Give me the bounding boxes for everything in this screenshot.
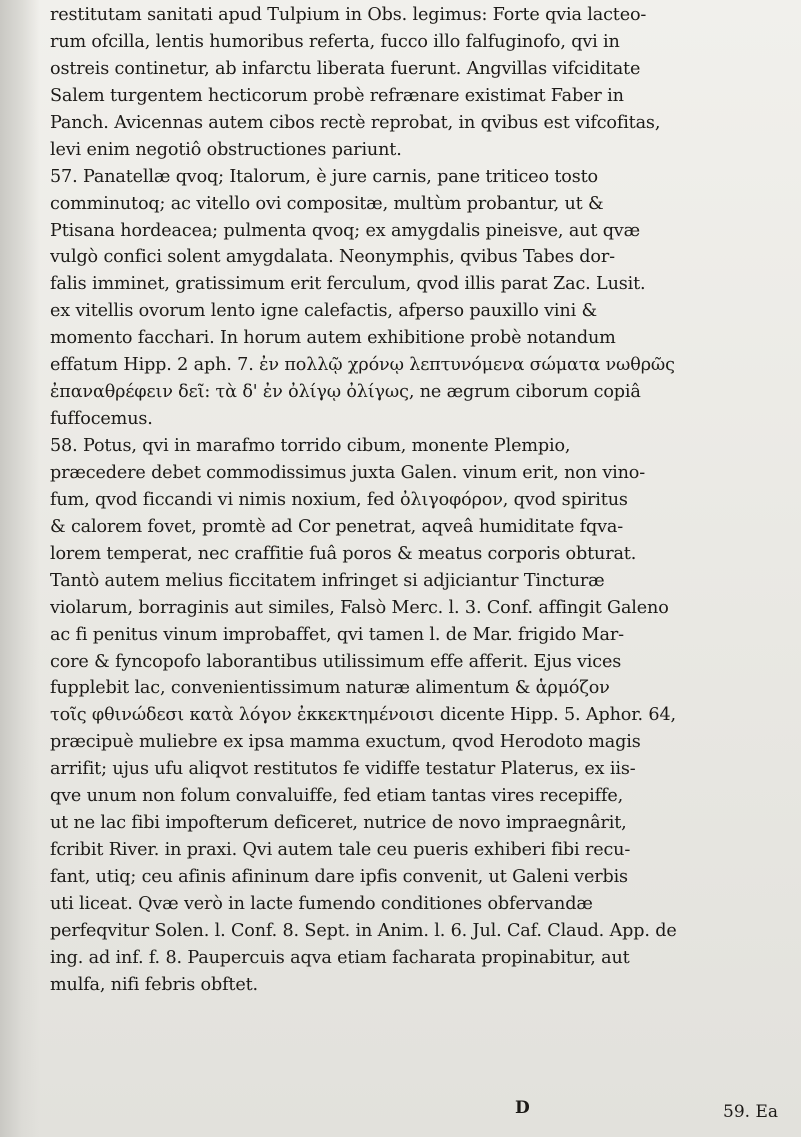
text-line: ac fi penitus vinum improbaffet, qvi tamen l. de Mar. frigido Mar-	[50, 624, 624, 645]
text-line: vulgò confici solent amygdalata. Neonymphis, qvibus Tabes dor-	[50, 247, 615, 268]
text-line: ing. ad inf. f. 8. Paupercuis aqva etiam facharata propinabitur, aut	[50, 947, 630, 968]
text-line: ostreis continetur, ab infarctu liberata fuerunt. Angvillas vifciditate	[50, 58, 641, 79]
text-line: momento facchari. In horum autem exhibitione probè notandum	[50, 328, 616, 349]
text-line: fant, utiq; ceu afinis afininum dare ipfis convenit, ut Galeni verbis	[50, 867, 628, 887]
text-line: Salem turgentem hecticorum probè refrænare existimat Faber in	[50, 85, 624, 106]
text-line: præcipuè muliebre ex ipsa mamma exuctum, qvod Herodoto magis	[50, 732, 641, 753]
text-line: uti liceat. Qvæ verò in lacte fumendo conditiones obfervandæ	[50, 893, 593, 914]
text-line: comminutoq; ac vitello ovi compositæ, multùm probantur, ut &	[50, 193, 604, 214]
text-line: præcedere debet commodissimus juxta Galen. vinum erit, non vino-	[50, 462, 646, 483]
text-line: τοῖς φθινώδεσι κατὰ λόγον ἐκκεκτημένοισι dicente Hipp. 5. Aphor. 64,	[50, 705, 676, 726]
body-text	[50, 2, 788, 999]
text-line: fupplebit lac, convenientissimum naturæ alimentum & ἁρμόζον	[50, 678, 610, 699]
text-line: Ptisana hordeacea; pulmenta qvoq; ex amygdalis pineisve, aut qvæ	[50, 220, 640, 241]
text-line: levi enim negotiô obstructiones pariunt.	[50, 139, 402, 160]
text-line: fcribit River. in praxi. Qvi autem tale ceu pueris exhiberi fibi recu-	[50, 840, 631, 861]
text-line: Panch. Avicennas autem cibos rectè reprobat, in qvibus est vifcofitas,	[50, 112, 661, 133]
text-line: rum ofcilla, lentis humoribus referta, fucco illo falfuginofo, qvi in	[50, 31, 620, 52]
text-line: arrifit; ujus ufu aliqvot restitutos fe vidiffe testatur Platerus, ex iis-	[50, 759, 636, 780]
text-line: lorem temperat, nec craffitie fuâ poros & meatus corporis obturat.	[50, 543, 637, 564]
text-line: Tantò autem melius ficcitatem infringet si adjiciantur Tincturæ	[50, 570, 605, 591]
text-line: ut ne lac fibi impofterum deficeret, nutrice de novo impraegnârit,	[50, 813, 627, 834]
text-line: ex vitellis ovorum lento igne calefactis, afperso pauxillo vini &	[50, 301, 598, 322]
binding-gutter	[0, 0, 40, 1137]
page-footer	[50, 1094, 788, 1128]
text-line: core & fyncopofo laborantibus utilissimum effe afferit. Ejus vices	[50, 651, 622, 672]
text-line: effatum Hipp. 2 aph. 7. ἐν πολλῷ χρόνῳ λεπτυνόμενα σώματα νωθρῶς	[50, 355, 675, 376]
text-line: restitutam sanitati apud Tulpium in Obs. legimus: Forte qvia lacteo-	[50, 5, 647, 25]
text-line: fuffocemus.	[50, 409, 153, 430]
text-line: & calorem fovet, promtè ad Cor penetrat, aqveâ humiditate fqva-	[50, 516, 624, 537]
text-line: fum, qvod ficcandi vi nimis noxium, fed ὀλιγοφόρον, qvod spiritus	[50, 489, 628, 510]
text-line: mulfa, nifi febris obftet.	[50, 974, 258, 995]
text-line: perfeqvitur Solen. l. Conf. 8. Sept. in Anim. l. 6. Jul. Caf. Claud. App. de	[50, 920, 677, 941]
text-line: 58. Potus, qvi in marafmo torrido cibum, monente Plempio,	[50, 436, 571, 456]
catchword: 59. Ea	[723, 1102, 778, 1122]
text-line: falis imminet, gratissimum erit ferculum, qvod illis parat Zac. Lusit.	[50, 274, 646, 295]
text-line: violarum, borraginis aut similes, Falsò Merc. l. 3. Conf. affingit Galeno	[50, 597, 669, 618]
text-line: qve unum non folum convaluiffe, fed etiam tantas vires recepiffe,	[50, 786, 624, 807]
text-line: ἐπαναθρέφειν δεῖ: τὰ δ' ἐν ὀλίγῳ ὀλίγως, ne ægrum ciborum copiâ	[50, 382, 641, 403]
text-line: 57. Panatellæ qvoq; Italorum, è jure carnis, pane triticeo tosto	[50, 166, 598, 187]
signature-mark: D	[515, 1098, 530, 1118]
